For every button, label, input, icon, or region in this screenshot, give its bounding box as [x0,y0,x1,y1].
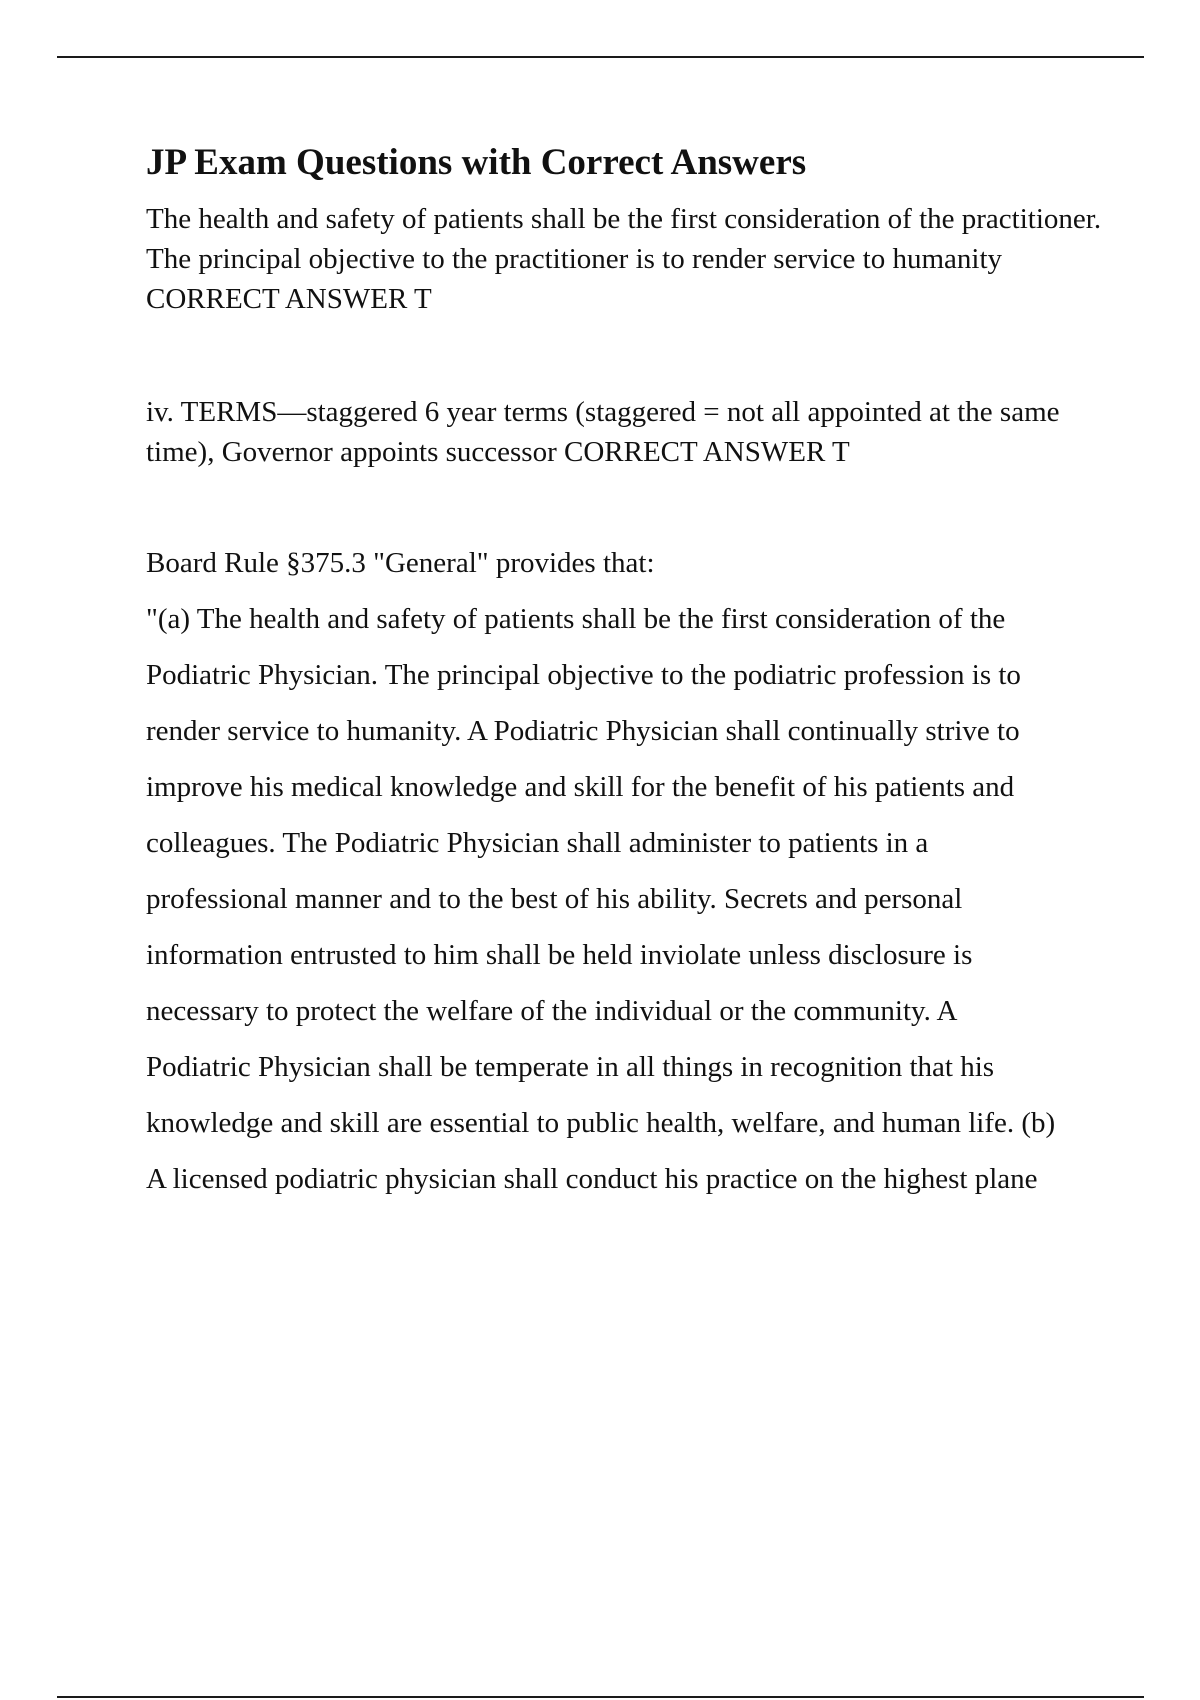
rule-text-line-4: improve his medical knowledge and skill for the benefit of his patients and [146,771,1015,804]
rule-text-line-7: information entrusted to him shall be held inviolate unless disclosure is [146,939,973,972]
rule-text-line-1: "(a) The health and safety of patients shall be the first consideration of the [146,603,1006,636]
document-body [146,141,1106,1215]
bottom-divider [57,1696,1144,1698]
top-divider [57,56,1144,58]
rule-text-line-9: Podiatric Physician shall be temperate in all things in recognition that his [146,1051,995,1084]
question-paragraph-2: iv. TERMS—staggered 6 year terms (staggered = not all appointed at the same time), Governor appoints successor CORRECT ANSWER T [146,396,1060,469]
rule-text-line-10: knowledge and skill are essential to public health, welfare, and human life. (b) [146,1107,1056,1140]
rule-text-line-6: professional manner and to the best of his ability. Secrets and personal [146,883,963,916]
board-rule-intro: Board Rule §375.3 "General" provides that: [146,547,655,580]
rule-text-line-11: A licensed podiatric physician shall conduct his practice on the highest plane [146,1163,1038,1196]
document-title: JP Exam Questions with Correct Answers [146,142,807,183]
rule-text-line-2: Podiatric Physician. The principal objective to the podiatric profession is to [146,659,1021,692]
rule-text-line-3: render service to humanity. A Podiatric Physician shall continually strive to [146,715,1020,748]
rule-text-line-8: necessary to protect the welfare of the individual or the community. A [146,995,958,1028]
question-paragraph-1: The health and safety of patients shall be the first consideration of the practitioner. The principal objective to the practitioner is to render service to humanity CORRECT ANSWER T [146,203,1102,316]
rule-text-line-5: colleagues. The Podiatric Physician shall administer to patients in a [146,827,929,860]
